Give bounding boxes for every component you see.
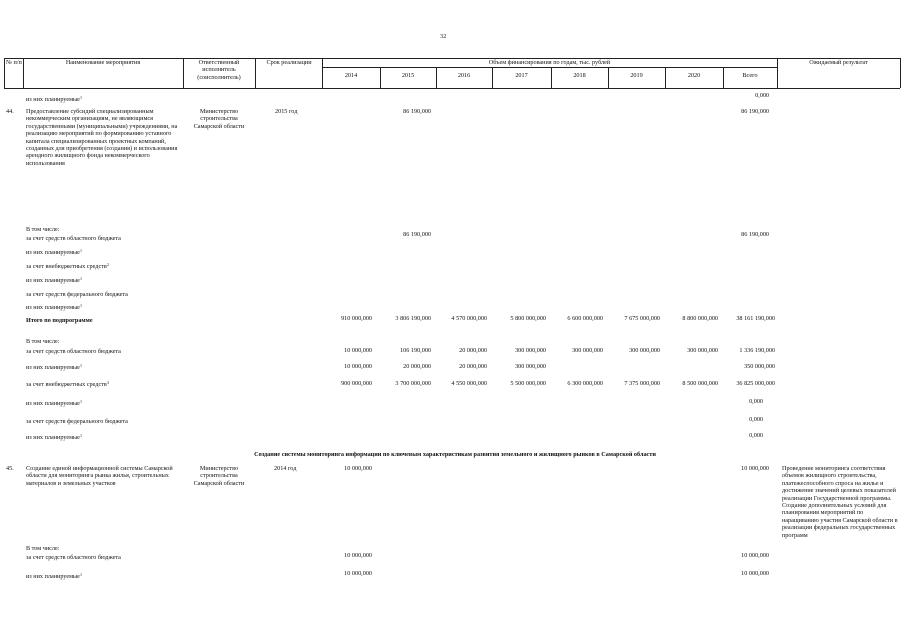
item-executor: Министерство строительства Самарской области [193, 465, 245, 487]
value-2020: 8 500 000,000 [682, 380, 718, 387]
subtotal-2018: 6 600 000,000 [567, 315, 603, 322]
value-total: 350 000,000 [744, 363, 775, 370]
incl-label: В том числе: [26, 338, 60, 345]
header-year: 2019 [630, 72, 643, 79]
value-2014: 10 000,000 [344, 363, 372, 370]
item-name: Создание единой информационной системы Самарской области для мониторинга рынка жилья, строительных материалов и земельных участков [26, 465, 173, 487]
header-term: Срок реализации [266, 59, 312, 66]
value-2015: 86 190,000 [403, 108, 431, 115]
value-total: 0,000 [749, 416, 763, 423]
subtotal-2017: 5 800 000,000 [510, 315, 546, 322]
value-total: 0,000 [749, 432, 763, 439]
value-2015: 86 190,000 [403, 231, 431, 238]
value-2016: 4 550 000,000 [451, 380, 487, 387]
header-bottom-line [4, 88, 900, 89]
item-term: 2014 год [274, 465, 297, 472]
value-total: 10 000,000 [741, 465, 769, 472]
header-year: 2016 [457, 72, 471, 79]
header-funding: Объем финансирования по годам, тыс. рублей [488, 59, 611, 66]
value-total: 1 336 190,000 [739, 347, 775, 354]
value-2016: 20 000,000 [459, 347, 487, 354]
header-year: 2018 [573, 72, 586, 79]
header-result: Ожидаемый результат [809, 59, 868, 66]
item-number: 44. [6, 108, 14, 115]
header-num: № п/п [6, 59, 22, 66]
row-label: из них планируемые$^1$ [26, 303, 82, 311]
funding-sub-line [322, 67, 777, 68]
col-border [4, 58, 5, 88]
value-total: 86 190,000 [741, 231, 769, 238]
value-total: 36 825 000,000 [736, 380, 775, 387]
subtotal-2016: 4 570 000,000 [451, 315, 487, 322]
header-executor: Ответственный исполнитель (соисполнитель) [197, 59, 241, 81]
subtotal-total: 38 161 190,000 [736, 315, 775, 322]
value-2017: 300 000,000 [515, 363, 546, 370]
section-title: Создание системы мониторинга информации по ключевым характеристикам развития земельного и жилищного рынков в Самарской области [254, 451, 656, 458]
value-total: 10 000,000 [741, 570, 769, 577]
row-label: за счет средств федерального бюджета [26, 291, 128, 298]
header-year-total: Всего [742, 72, 758, 79]
value-2020: 300 000,000 [687, 347, 718, 354]
row-label: за счет средств областного бюджета [26, 554, 121, 561]
row-label: за счет внебюджетных средств$^2$ [26, 262, 109, 270]
row-label: из них планируемые$^1$ [26, 363, 82, 371]
item-executor: Министерство строительства Самарской области [193, 108, 245, 130]
subtotal-2019: 7 675 000,000 [624, 315, 660, 322]
row-label: за счет средств областного бюджета [26, 348, 121, 355]
value-2017: 300 000,000 [515, 347, 546, 354]
item-term: 2015 год [275, 108, 298, 115]
subtotal-label: Итого по подпрограмме [26, 317, 93, 324]
row-label: за счет средств федерального бюджета [26, 418, 128, 425]
col-border [183, 58, 184, 88]
header-name: Наименование мероприятия [65, 59, 141, 66]
value-2015: 20 000,000 [403, 363, 431, 370]
value-2015: 3 700 000,000 [395, 380, 431, 387]
value-2014: 10 000,000 [344, 347, 372, 354]
value-2019: 300 000,000 [629, 347, 660, 354]
value-2014: 10 000,000 [344, 570, 372, 577]
row-label: из них планируемые$^1$ [26, 95, 82, 103]
value-total: 86 190,000 [741, 108, 769, 115]
value-2015: 106 190,000 [400, 347, 431, 354]
subtotal-2020: 8 800 000,000 [682, 315, 718, 322]
row-label: за счет внебюджетных средств$^3$ [26, 380, 109, 388]
item-name: Предоставление субсидий специализированным некоммерческим организациям, не являющимся государственными (муниципальными) учреждениями, на реализацию мероприятий по формированию уставного капитала специализированных проектных компаний, созданных для приобретения (создания) и использования арендного жилищного фонда некоммерческого использования [26, 108, 178, 167]
header-year: 2017 [515, 72, 528, 79]
subtotal-2015: 3 806 190,000 [395, 315, 431, 322]
row-label: из них планируемые$^1$ [26, 248, 82, 256]
value-2018: 6 300 000,000 [567, 380, 603, 387]
row-total: 0,000 [755, 92, 769, 99]
header-year: 2020 [687, 72, 701, 79]
value-2016: 20 000,000 [459, 363, 487, 370]
value-2018: 300 000,000 [572, 347, 603, 354]
expected-result: Проведение мониторинга соответствия объемов жилищного строительства, платежеспособного спроса на жилье и достижение значений целевых показателей реализации Государственной программы. Создание дополнительных условий для планирования мероприятий по наращиванию участия Самарской области в реализации федеральных государственных программ [782, 465, 898, 539]
header-year: 2014 [344, 72, 358, 79]
page-number: 32 [440, 33, 447, 40]
row-label: из них планируемые$^1$ [26, 433, 82, 441]
value-2019: 7 375 000,000 [624, 380, 660, 387]
incl-label: В том числе: [26, 226, 60, 233]
incl-label: В том числе: [26, 545, 60, 552]
value-2017: 5 500 000,000 [510, 380, 546, 387]
item-number: 45. [6, 465, 14, 472]
value-2014: 10 000,000 [344, 552, 372, 559]
row-label: за счет средств областного бюджета [26, 235, 121, 242]
value-total: 0,000 [749, 398, 763, 405]
row-label: из них планируемые$^1$ [26, 399, 82, 407]
subtotal-2014: 910 000,000 [341, 315, 372, 322]
value-2014: 10 000,000 [344, 465, 372, 472]
header-year: 2015 [401, 72, 415, 79]
col-border [900, 58, 901, 88]
row-label: из них планируемые$^1$ [26, 276, 82, 284]
value-2014: 900 000,000 [341, 380, 372, 387]
value-total: 10 000,000 [741, 552, 769, 559]
row-label: из них планируемые$^1$ [26, 572, 82, 580]
